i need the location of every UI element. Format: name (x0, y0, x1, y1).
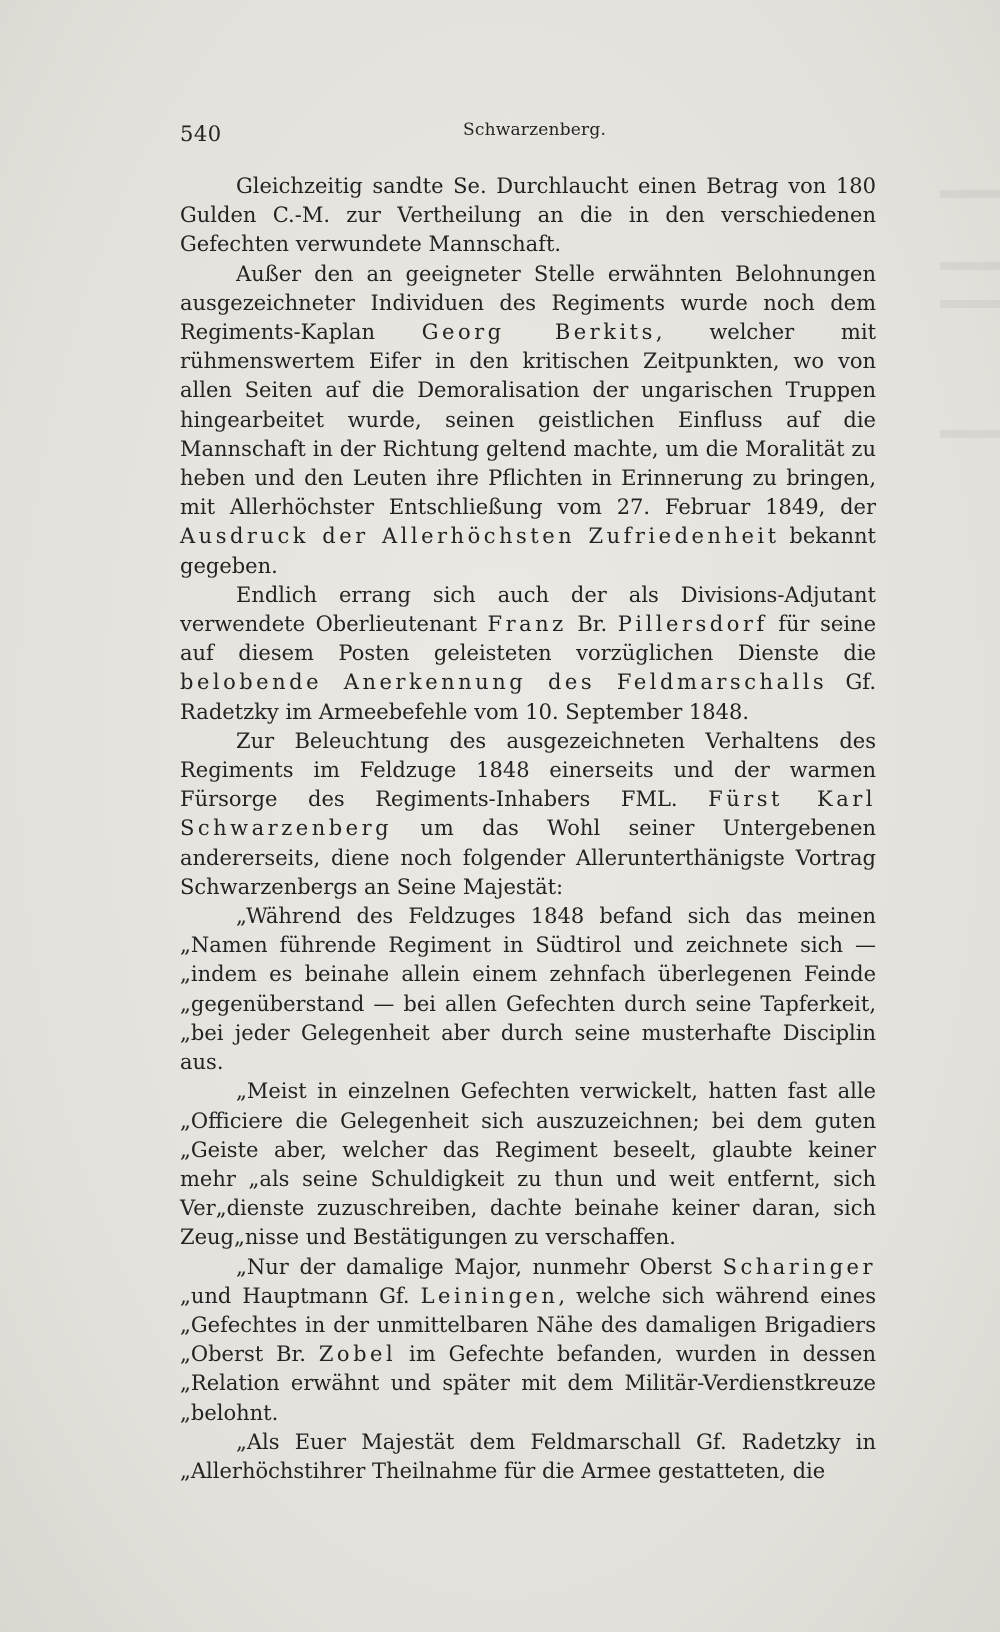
text-run: Außer den an geeigneter Stelle erwähnten Belohnungen ausgezeichneter Individuen des Regiments wurde noch dem Regiments-Kaplan (180, 261, 876, 345)
spaced-name: Georg Berkits (421, 320, 656, 345)
spaced-emphasis: Ausdruck der Allerhöchsten Zufriedenheit (180, 524, 780, 549)
bleed-through-marginalia (940, 430, 1000, 438)
text-run: „und Hauptmann Gf. (180, 1283, 421, 1308)
spaced-name: Leiningen (420, 1283, 559, 1308)
spaced-name: Zobel (318, 1342, 397, 1367)
page-header (180, 120, 880, 150)
text-run: Gf. Radetzky im Armeebefehle vom 10. September 1848. (180, 670, 877, 724)
paragraph-report-intro (180, 727, 876, 902)
page-number: 540 (180, 122, 222, 146)
paragraph-adjutant (180, 581, 876, 727)
text-run: , welcher mit rühmenswertem Eifer in den kritischen Zeitpunkten, wo von allen Seiten auf die Demoralisation der ungarischen Truppen hingearbeitet wurde, seinen geistlichen Einfluss auf die Mannschaft in der Richtung geltend machte, um die Moralität zu heben und den Leuten ihre Pflichten in Erinnerung zu bringen, mit Allerhöchster Entschließung vom 27. Februar 1849, der (180, 320, 877, 520)
text-run: Zur Beleuchtung des ausgezeichneten Verhaltens des Regiments im Feldzuge 1848 einerseits und der warmen Fürsorge des Regiments-Inhabers FML. (180, 728, 876, 812)
spaced-name: Pillersdorf (617, 612, 768, 637)
bleed-through-marginalia (940, 262, 1000, 270)
text-run: Endlich errang sich auch der als Divisions-Adjutant verwendete Oberlieutenant (180, 582, 876, 637)
paragraph-donation (180, 172, 876, 260)
bleed-through-marginalia (940, 190, 1000, 198)
text-run: , welche sich während eines „Gefechtes in der unmittelbaren Nähe des damaligen Brigadiers „Oberst Br. (180, 1283, 876, 1367)
bleed-through-marginalia (940, 300, 1000, 308)
body-text (180, 172, 876, 1486)
quote-paragraph-fieldmarshal (180, 1428, 876, 1486)
running-head: Schwarzenberg. (463, 120, 607, 140)
quote-paragraph-decorations (180, 1253, 876, 1428)
paragraph-chaplain (180, 260, 876, 581)
spaced-name: Scharinger (722, 1254, 876, 1279)
text-run: Br. (566, 612, 618, 637)
text-run: für seine auf diesem Posten geleisteten vorzüglichen Dienste die (180, 612, 877, 666)
text-run: bekannt gegeben. (180, 524, 876, 578)
text-run: im Gefechte befanden, wurden in dessen „Relation erwähnt und später mit dem Militär-Verdienstkreuze „belohnt. (180, 1342, 876, 1425)
quote-paragraph-officers (180, 1077, 876, 1252)
spaced-emphasis: belobende Anerkennung des Feldmarschalls (180, 670, 828, 695)
text-run: „Meist in einzelnen Gefechten verwickelt, hatten fast alle „Officiere die Gelegenheit sich auszuzeichnen; bei dem guten „Geiste aber, welcher das Regiment beseelt, glaubte keiner mehr „als seine Schuldigkeit zu thun und weit entfernt, sich Ver„dienste zuzuschreiben, dachte beinahe keiner daran, sich Zeug„nisse und Bestätigungen zu verschaffen. (180, 1079, 876, 1250)
text-run: „Während des Feldzuges 1848 befand sich das meinen „Namen führende Regiment in Südtirol und zeichnete sich — „indem es beinahe allein einem zehnfach überlegenen Feinde „gegenüberstand — bei allen Gefechten durch seine Tapferkeit, „bei jeder Gelegenheit aber durch seine musterhafte Disciplin aus. (180, 904, 876, 1075)
quote-paragraph-campaign (180, 902, 876, 1077)
spaced-name: Franz (487, 612, 567, 637)
text-run: „Als Euer Majestät dem Feldmarschall Gf. Radetzky in „Allerhöchstihrer Theilnahme für die Armee gestatteten, die (180, 1429, 876, 1483)
text-run: um das Wohl seiner Untergebenen andererseits, diene noch folgender Allerunterthänigste Vortrag Schwarzenbergs an Seine Majestät: (180, 816, 876, 899)
text-run: Gleichzeitig sandte Se. Durchlaucht einen Betrag von 180 Gulden C.-M. zur Vertheilung an die in den verschiedenen Gefechten verwundete Mannschaft. (180, 174, 876, 257)
text-run: „Nur der damalige Major, nunmehr Oberst (236, 1254, 723, 1279)
spaced-name: Fürst Karl Schwarzenberg (180, 787, 876, 841)
